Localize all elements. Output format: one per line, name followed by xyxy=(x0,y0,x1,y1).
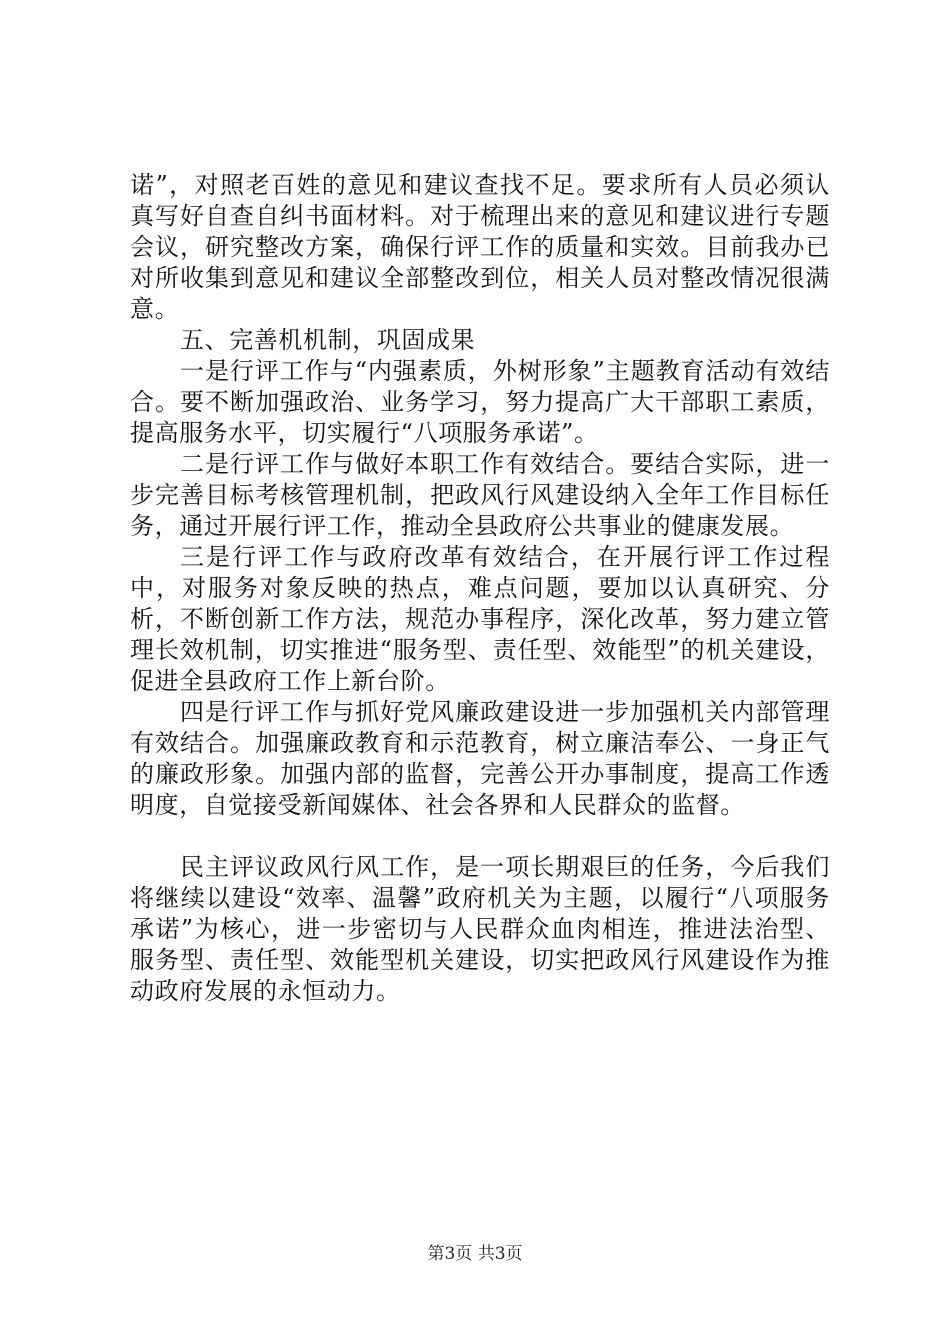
page-footer: 第3页 共3页 xyxy=(427,1244,523,1264)
paragraph-item-2: 二是行评工作与做好本职工作有效结合。要结合实际，进一步完善目标考核管理机制，把政风行风建设纳入全年工作目标任务，通过开展行评工作，推动全县政府公共事业的健康发展。 xyxy=(130,450,830,540)
paragraph-item-1: 一是行评工作与“内强素质，外树形象”主题教育活动有效结合。要不断加强政治、业务学习，努力提高广大干部职工素质，提高服务水平，切实履行“八项服务承诺”。 xyxy=(130,357,830,447)
paragraph-conclusion: 民主评议政风行风工作，是一项长期艰巨的任务，今后我们将继续以建设“效率、温馨”政府机关为主题，以履行“八项服务承诺”为核心，进一步密切与人民群众血肉相连，推进法治型、服务型、责任型、效能型机关建设，切实把政风行风建设作为推动政府发展的永恒动力。 xyxy=(130,853,830,1005)
document-body xyxy=(130,170,830,1007)
paragraph-spacer xyxy=(130,821,830,852)
paragraph-item-3: 三是行评工作与政府改革有效结合，在开展行评工作过程中，对服务对象反映的热点，难点问题，要加以认真研究、分析，不断创新工作方法，规范办事程序，深化改革，努力建立管理长效机制，切实推进“服务型、责任型、效能型”的机关建设，促进全县政府工作上新台阶。 xyxy=(130,543,830,695)
section-heading: 五、完善机机制，巩固成果 xyxy=(180,326,476,354)
paragraph-continuation: 诺”，对照老百姓的意见和建议查找不足。要求所有人员必须认真写好自查自纠书面材料。对于梳理出来的意见和建议进行专题会议，研究整改方案，确保行评工作的质量和实效。目前我办已对所收集到意见和建议全部整改到位，相关人员对整改情况很满意。 xyxy=(130,171,830,323)
paragraph-item-4: 四是行评工作与抓好党风廉政建设进一步加强机关内部管理有效结合。加强廉政教育和示范教育，树立廉洁奉公、一身正气的廉政形象。加强内部的监督，完善公开办事制度，提高工作透明度，自觉接受新闻媒体、社会各界和人民群众的监督。 xyxy=(130,698,830,819)
